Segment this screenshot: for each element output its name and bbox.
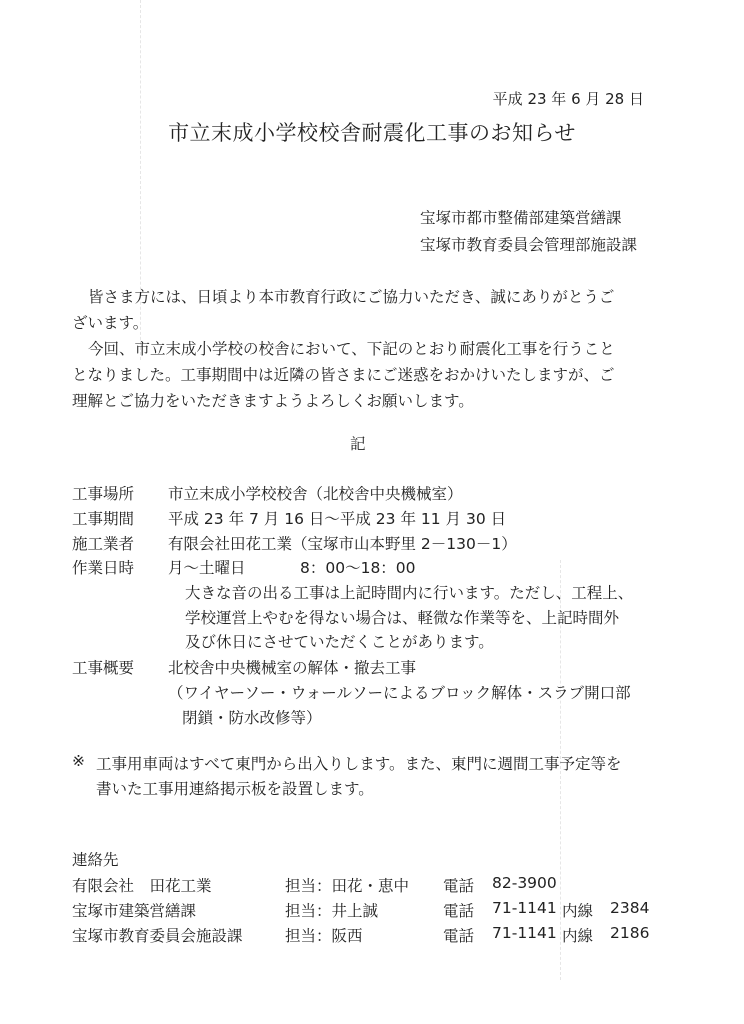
contact-tel-label: 電話 [443,902,475,920]
worktime-days: 月～土曜日 [168,559,246,577]
contact-tel-number: 71-1141 [492,924,557,942]
contact-org: 有限会社 田花工業 [72,877,212,895]
contact-tel-number: 71-1141 [492,899,557,917]
contractor-label: 施工業者 [72,535,135,553]
summary-note-line: 閉鎖・防水改修等） [182,709,322,727]
ki-heading: 記 [350,435,366,453]
note-line: 工事用車両はすべて東門から出入りします。また、東門に週間工事予定等を [96,755,622,773]
document-title: 市立末成小学校校舎耐震化工事のお知らせ [168,121,576,145]
contact-ext-label: 内線 [562,927,594,945]
body-paragraph-line: 今回、市立末成小学校の校舎において、下記のとおり耐震化工事を行うこと [88,340,615,358]
worktime-label: 作業日時 [72,559,135,577]
body-paragraph-line: となりました。工事期間中は近隣の皆さまにご迷惑をおかけいたしますが、ご [72,366,615,384]
contact-person: 担当：田花・恵中 [285,877,410,895]
issuer-line-1: 宝塚市都市整備部建築営繕課 [420,209,622,227]
contact-tel-label: 電話 [443,877,475,895]
document-date: 平成 23 年 6 月 28 日 [492,90,644,108]
contact-person: 担当：井上誠 [285,902,379,920]
contact-person: 担当：阪西 [285,927,363,945]
body-paragraph-line: ざいます。 [72,314,149,332]
worktime-note-line: 学校運営上やむを得ない場合は、軽微な作業等を、上記時間外 [185,609,620,627]
contact-org: 宝塚市建築営繕課 [72,902,197,920]
location-value: 市立末成小学校校舎（北校舎中央機械室） [168,485,463,503]
contact-ext-number: 2186 [610,924,650,942]
body-paragraph-line: 皆さま方には、日頃より本市教育行政にご協力いただき、誠にありがとうご [88,288,615,306]
contact-org: 宝塚市教育委員会施設課 [72,927,243,945]
note-mark: ※ [72,752,85,770]
body-paragraph-line: 理解とご協力をいただきますようよろしくお願いします。 [72,392,474,410]
contact-ext-label: 内線 [562,902,594,920]
period-label: 工事期間 [72,510,135,528]
summary-value: 北校舎中央機械室の解体・撤去工事 [168,659,417,677]
worktime-hours: 8：00～18：00 [300,559,416,577]
contact-tel-label: 電話 [443,927,475,945]
contact-tel-number: 82-3900 [492,874,557,892]
summary-note-line: （ワイヤーソー・ウォールソーによるブロック解体・スラブ開口部 [168,684,631,702]
contacts-heading: 連絡先 [72,851,119,869]
summary-label: 工事概要 [72,659,135,677]
contact-ext-number: 2384 [610,899,650,917]
period-value: 平成 23 年 7 月 16 日～平成 23 年 11 月 30 日 [168,510,507,528]
worktime-note-line: 及び休日にさせていただくことがあります。 [185,633,494,651]
issuer-line-2: 宝塚市教育委員会管理部施設課 [420,236,638,254]
worktime-note-line: 大きな音の出る工事は上記時間内に行います。ただし、工程上、 [185,584,634,602]
note-line: 書いた工事用連絡掲示板を設置します。 [96,780,374,798]
contractor-value: 有限会社田花工業（宝塚市山本野里 2－130－1） [168,535,517,553]
location-label: 工事場所 [72,485,135,503]
